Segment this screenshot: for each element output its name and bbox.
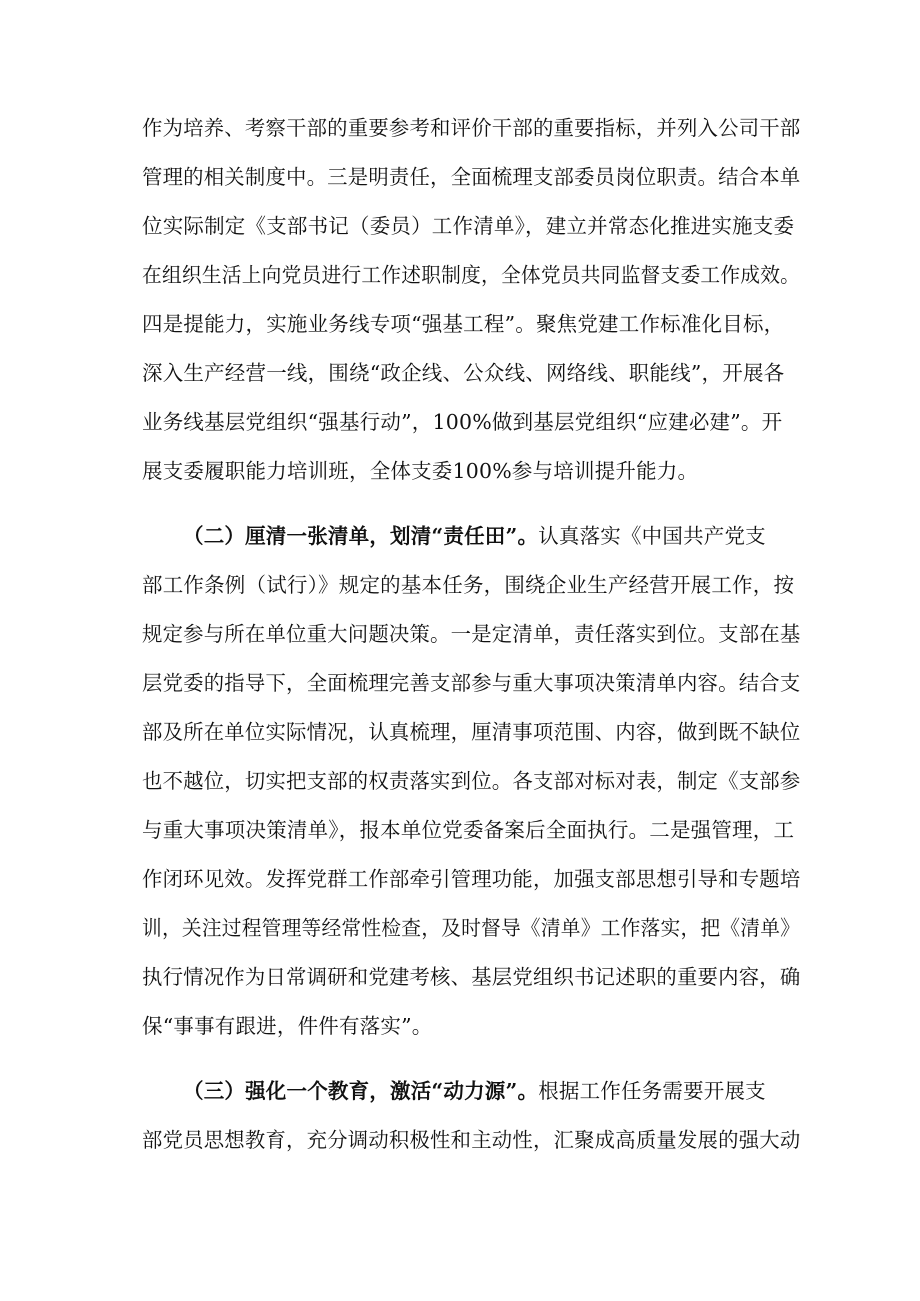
paragraph-1-line-2: 管理的相关制度中。三是明责任，全面梳理支部委员岗位职责。结合本单 [142,165,801,189]
section-2-line-8: 作闭环见效。发挥党群工作部牵引管理功能，加强支部思想引导和专题培 [142,867,801,891]
section-2-heading: （二）厘清一张清单，划清“责任田”。 [183,524,539,548]
section-2-line-11: 保“事事有跟进，件件有落实”。 [142,1014,433,1038]
section-3-line-2: 部党员思想教育，充分调动积极性和主动性，汇聚成高质量发展的强大动 [142,1128,801,1152]
paragraph-1-line-7: 业务线基层党组织“强基行动”，100%做到基层党组织“应建必建”。开 [142,410,783,434]
section-2-line-7: 与重大事项决策清单》，报本单位党委备案后全面执行。二是强管理，工 [142,818,795,842]
paragraph-1-line-1: 作为培养、考察干部的重要参考和评价干部的重要指标，并列入公司干部 [142,116,801,140]
section-2-line-5: 部及所在单位实际情况，认真梳理，厘清事项范围、内容，做到既不缺位 [142,720,801,744]
section-3-heading: （三）强化一个教育，激活“动力源”。 [183,1079,539,1103]
section-2-line-2: 部工作条例（试行）》规定的基本任务，围绕企业生产经营开展工作，按 [142,573,795,597]
paragraph-1-line-5: 四是提能力，实施业务线专项“强基工程”。聚焦党建工作标准化目标， [142,312,785,336]
section-2-first-line-text: 认真落实《中国共产党支 [538,524,766,548]
section-2-line-10: 执行情况作为日常调研和党建考核、基层党组织书记述职的重要内容，确 [142,965,801,989]
section-2-line-9: 训，关注过程管理等经常性检查，及时督导《清单》工作落实，把《清单》 [142,916,801,940]
section-3-first-line-text: 根据工作任务需要开展支 [538,1079,766,1103]
paragraph-1-line-4: 在组织生活上向党员进行工作述职制度，全体党员共同监督支委工作成效。 [142,263,801,287]
section-3-first-line [183,1077,766,1105]
paragraph-1-line-6: 深入生产经营一线，围绕“政企线、公众线、网络线、职能线”，开展各 [142,361,785,385]
paragraph-1-line-8: 展支委履职能力培训班，全体支委100%参与培训提升能力。 [142,459,699,483]
section-2-line-4: 层党委的指导下，全面梳理完善支部参与重大事项决策清单内容。结合支 [142,671,801,695]
section-2-line-6: 也不越位，切实把支部的权责落实到位。各支部对标对表，制定《支部参 [142,769,801,793]
paragraph-1-line-3: 位实际制定《支部书记（委员）工作清单》，建立并常态化推进实施支委 [142,214,795,238]
section-2-first-line [183,522,766,550]
section-2-line-3: 规定参与所在单位重大问题决策。一是定清单，责任落实到位。支部在基 [142,622,801,646]
